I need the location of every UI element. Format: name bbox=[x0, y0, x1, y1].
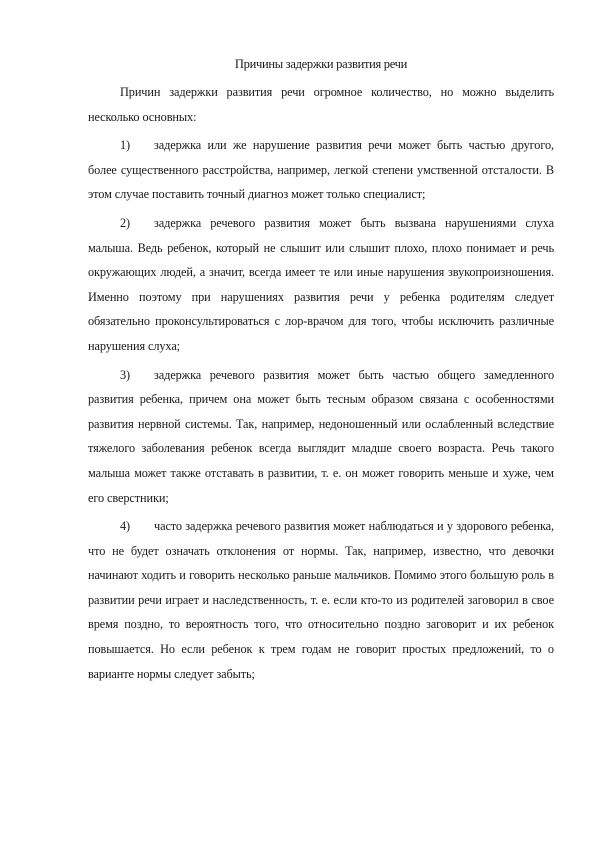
list-item-number: 4) bbox=[120, 519, 131, 534]
list-item bbox=[88, 363, 554, 511]
document-title: Причины задержки развития речи bbox=[234, 57, 408, 71]
document-page bbox=[88, 54, 554, 686]
list-item bbox=[88, 133, 554, 207]
list-item-number: 3) bbox=[120, 367, 131, 382]
list-item-text: часто задержка речевого развития может наблюдаться и у здорового ребенка, что не будет означать отклонения от нормы. Так, например, известно, что девочки начинают ходить и говорить несколько раньше мальчиков. Помимо этого большую роль в развитии речи играет и наследственность, т. е. если кто-то из родителей заговорил в свое время поздно, то вероятность того, что относительно поздно заговорит и их ребенок повышается. Но если ребенок к трем годам не говорит простых предложений, то о варианте нормы следует забыть; bbox=[88, 519, 554, 681]
list-item-text: задержка речевого развития может быть частью общего замедленного развития ребенка, причем она может быть тесным образом связана с особенностями развития нервной системы. Так, например, недоношенный или ослабленный вследствие тяжелого заболевания ребенок всегда выглядит младше своего возраста. Речь такого малыша может также отставать в развитии, т. е. он может говорить меньше и хуже, чем его сверстники; bbox=[88, 367, 554, 505]
list-item-text: задержка или же нарушение развития речи может быть частью другого, более существенного расстройства, например, легкой степени умственной отсталости. В этом случае поставить точный диагноз может только специалист; bbox=[88, 138, 554, 202]
intro-paragraph: Причин задержки развития речи огромное количество, но можно выделить несколько основных: bbox=[88, 85, 554, 124]
list-item-number: 1) bbox=[120, 138, 131, 153]
list-item-text: задержка речевого развития может быть вызвана нарушениями слуха малыша. Ведь ребенок, который не слышит или слышит плохо, плохо понимает и речь окружающих людей, а значит, всегда имеет те или иные нарушения звукопроизношения. Именно поэтому при нарушениях развития речи у ребенка родителям следует обязательно проконсультироваться с лор-врачом для того, чтобы исключить различные нарушения слуха; bbox=[88, 215, 554, 353]
list-item bbox=[88, 211, 554, 359]
list-item-number: 2) bbox=[120, 215, 131, 230]
list-item bbox=[88, 514, 554, 686]
